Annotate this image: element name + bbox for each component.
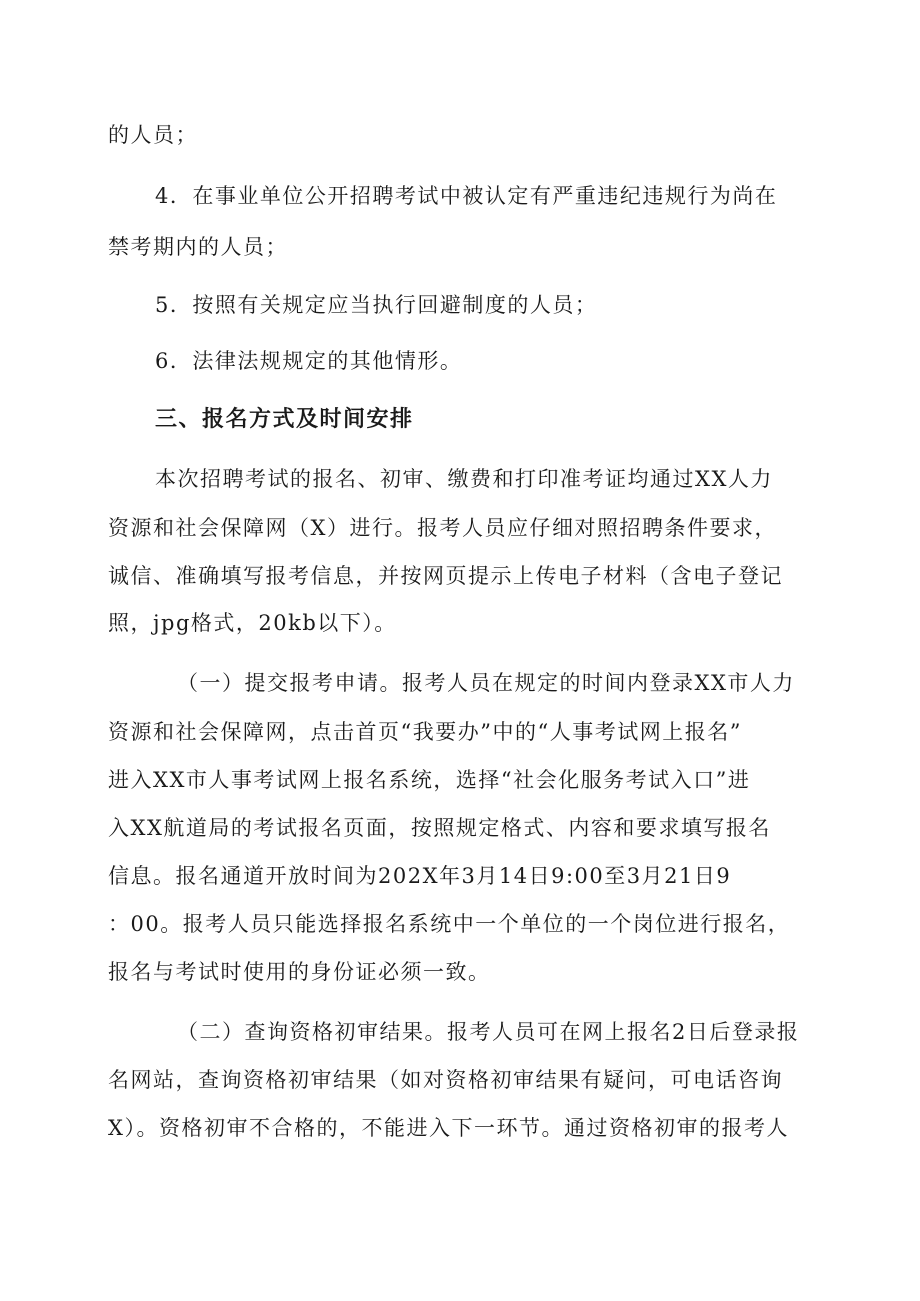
text-line: 资源和社会保障网，点击首页“我要办”中的“人事考试网上报名” <box>108 720 742 744</box>
subsection-2-start: （二）查询资格初审结果。报考人员可在网上报名2日后登录报 <box>177 1020 800 1044</box>
list-item-4: 4．在事业单位公开招聘考试中被认定有严重违纪违规行为尚在 <box>155 184 778 208</box>
text-line: 名网站，查询资格初审结果（如对资格初审结果有疑问，可电话咨询 <box>108 1068 783 1092</box>
text-line: 禁考期内的人员； <box>108 235 288 259</box>
list-item-6: 6．法律法规规定的其他情形。 <box>155 349 463 373</box>
text-line: 信息。报名通道开放时间为202X年3月14日9:00至3月21日9 <box>108 864 732 888</box>
text-line: 照，jpg格式，20kb以下）。 <box>108 611 397 635</box>
subsection-1-start: （一）提交报考申请。报考人员在规定的时间内登录XX市人力 <box>177 671 795 695</box>
text-line: ：00。报考人员只能选择报名系统中一个单位的一个岗位进行报名， <box>108 912 791 936</box>
text-line: 资源和社会保障网（X）进行。报考人员应仔细对照招聘条件要求， <box>108 516 777 540</box>
text-line: 诚信、准确填写报考信息，并按网页提示上传电子材料（含电子登记 <box>108 564 783 588</box>
text-line: 入XX航道局的考试报名页面，按照规定格式、内容和要求填写报名 <box>108 816 771 840</box>
list-item-5: 5．按照有关规定应当执行回避制度的人员； <box>155 293 598 317</box>
text-line: X）。资格初审不合格的，不能进入下一环节。通过资格初审的报考人 <box>108 1116 789 1140</box>
text-line: 本次招聘考试的报名、初审、缴费和打印准考证均通过XX人力 <box>155 467 773 491</box>
text-line: 报名与考试时使用的身份证必须一致。 <box>108 960 491 984</box>
text-line: 的人员； <box>108 123 198 147</box>
text-line: 进入XX市人事考试网上报名系统，选择“社会化服务考试入口”进 <box>108 768 751 792</box>
section-heading: 三、报名方式及时间安排 <box>155 407 414 432</box>
